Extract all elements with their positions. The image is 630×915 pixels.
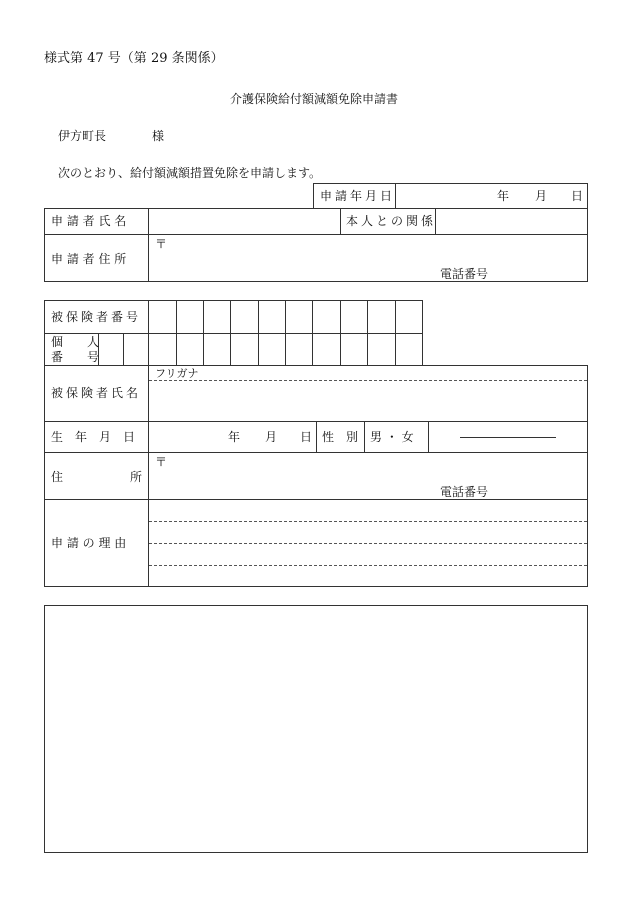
application-date-field[interactable] [396,184,587,208]
insured-number-label: 被保険者番号 [51,310,142,324]
insured-phone-label: 電話番号 [440,485,489,499]
insured-postal-mark: 〒 [155,455,168,469]
furigana-field[interactable] [149,366,587,380]
applicant-name-label: 申 請 者 氏 名 [51,214,127,228]
intro-text: 次のとおり、給付額減額措置免除を申請します。 [58,166,322,180]
reason-label: 申 請 の 理 由 [51,536,127,550]
gender-options[interactable]: 男 ・ 女 [370,430,414,444]
insured-address-label-1: 住 [51,470,64,484]
insured-name-field[interactable] [149,381,587,420]
insured-address-label-2: 所 [130,470,143,484]
birth-year-label: 年 [228,430,241,444]
date-year-label: 年 [497,189,510,203]
application-date-label: 申請年月日 [320,189,396,203]
reason-field[interactable] [149,500,587,586]
birthdate-label: 生 年 月 日 [51,430,136,444]
birth-month-label: 月 [265,430,278,444]
personal-number-label-2: 番 号 [51,350,100,364]
extra-field[interactable] [429,422,587,451]
applicant-postal-mark: 〒 [155,237,168,251]
gender-label: 性 別 [322,430,359,444]
applicant-address-label: 申 請 者 住 所 [51,252,127,266]
document-title: 介護保険給付額減額免除申請書 [230,92,399,106]
form-number: 様式第 47 号（第 29 条関係） [44,51,224,66]
date-day-label: 日 [571,189,584,203]
furigana-label: フリガナ [155,367,199,380]
applicant-phone-label: 電話番号 [440,267,489,281]
relation-label: 本人との関係 [346,214,437,228]
insured-number-field[interactable] [149,301,422,332]
birth-day-label: 日 [300,430,313,444]
applicant-name-field[interactable] [149,209,339,233]
personal-number-label-1: 個 人 [51,335,100,349]
insured-name-label: 被保険者氏名 [51,386,142,400]
free-entry-box[interactable] [44,605,588,853]
applicant-address-field[interactable] [149,235,587,281]
relation-field[interactable] [436,209,587,233]
honorific: 様 [152,129,165,143]
date-month-label: 月 [535,189,548,203]
personal-number-field[interactable] [99,334,422,365]
addressee: 伊方町長 [58,129,107,143]
insured-address-field[interactable] [149,453,587,498]
